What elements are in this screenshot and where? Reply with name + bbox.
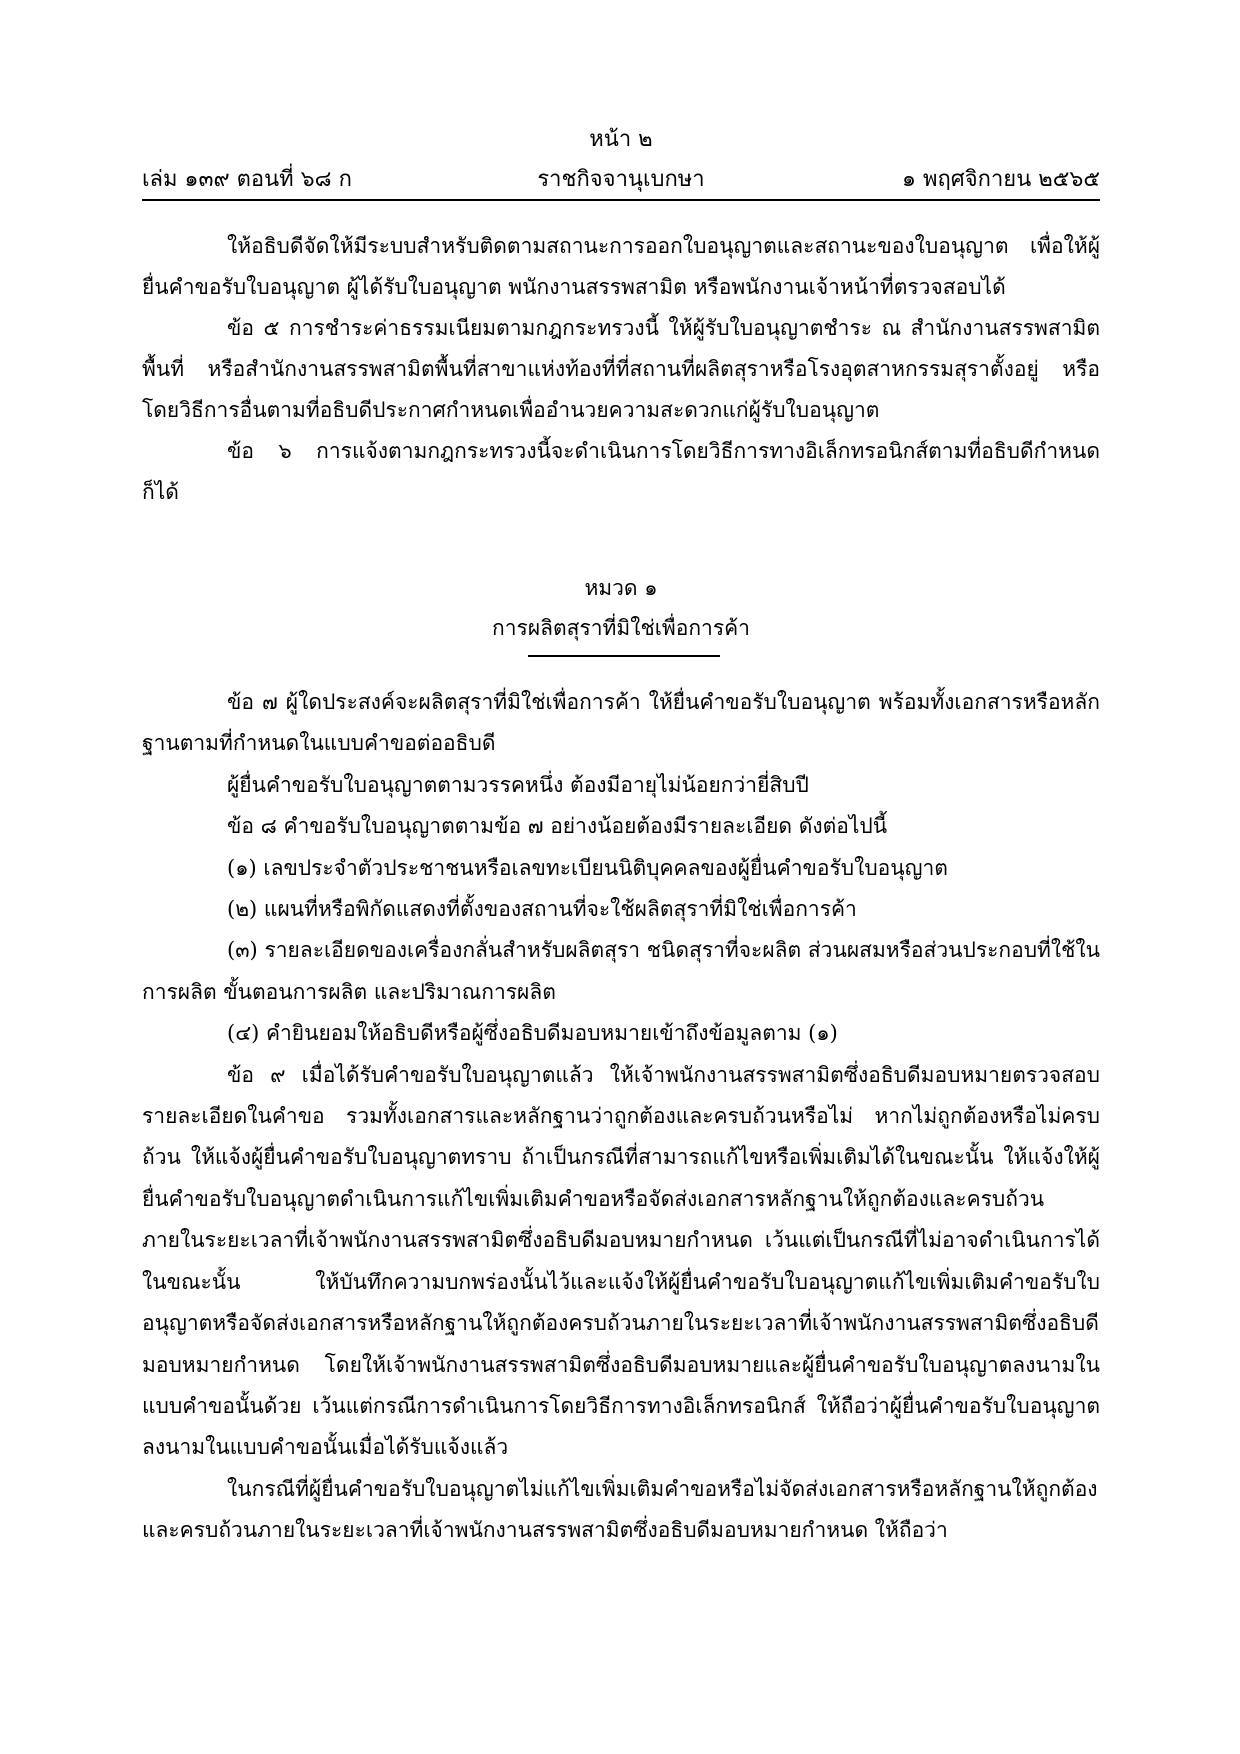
publication-date: ๑ พฤศจิกายน ๒๕๖๕ xyxy=(902,167,1100,192)
chapter-divider xyxy=(528,655,720,657)
paragraph: ข้อ ๘ คำขอรับใบอนุญาตตามข้อ ๗ อย่างน้อยต้องมีรายละเอียด ดังต่อไปนี้ xyxy=(227,814,888,839)
paragraph: ผู้ยื่นคำขอรับใบอนุญาตตามวรรคหนึ่ง ต้องมีอายุไม่น้อยกว่ายี่สิบปี xyxy=(227,772,809,797)
chapter-title: การผลิตสุราที่มิใช่เพื่อการค้า xyxy=(492,616,750,640)
chapter-number: หมวด ๑ xyxy=(584,576,658,600)
paragraph: ข้อ ๙ เมื่อได้รับคำขอรับใบอนุญาตแล้ว ให้เจ้าพนักงานสรรพสามิตซึ่งอธิบดีมอบหมายตรวจสอบรายละเอียดในคำขอ รวมทั้งเอกสารและหลักฐานว่าถูกต้องและครบถ้วนหรือไม่ หากไม่ถูกต้องหรือไม่ครบถ้วน ให้แจ้งผู้ยื่นคำขอรับใบอนุญาตทราบ ถ้าเป็นกรณีที่สามารถแก้ไขหรือเพิ่มเติมได้ในขณะนั้น ให้แจ้งให้ผู้ยื่นคำขอรับใบอนุญาตดำเนินการแก้ไขเพิ่มเติมคำขอหรือจัดส่งเอกสารหลักฐานให้ถูกต้องและครบถ้วนภายในระยะเวลาที่เจ้าพนักงานสรรพสามิตซึ่งอธิบดีมอบหมายกำหนด เว้นแต่เป็นกรณีที่ไม่อาจดำเนินการได้ในขณะนั้น ให้บันทึกความบกพร่องนั้นไว้และแจ้งให้ผู้ยื่นคำขอรับใบอนุญาตแก้ไขเพิ่มเติมคำขอรับใบอนุญาตหรือจัดส่งเอกสารหรือหลักฐานให้ถูกต้องครบถ้วนภายในระยะเวลาที่เจ้าพนักงานสรรพสามิตซึ่งอธิบดีมอบหมายกำหนด โดยให้เจ้าพนักงานสรรพสามิตซึ่งอธิบดีมอบหมายและผู้ยื่นคำขอรับใบอนุญาตลงนามในแบบคำขอนั้นด้วย เว้นแต่กรณีการดำเนินการโดยวิธีการทางอิเล็กทรอนิกส์ ให้ถือว่าผู้ยื่นคำขอรับใบอนุญาตลงนามในแบบคำขอนั้นเมื่อได้รับแจ้งแล้ว xyxy=(142,1062,1100,1460)
intro-section xyxy=(142,226,1100,513)
paragraph: (๔) คำยินยอมให้อธิบดีหรือผู้ซึ่งอธิบดีมอบหมายเข้าถึงข้อมูลตาม (๑) xyxy=(227,1021,838,1046)
paragraph: ให้อธิบดีจัดให้มีระบบสำหรับติดตามสถานะการออกใบอนุญาตและสถานะของใบอนุญาต เพื่อให้ผู้ยื่นคำขอรับใบอนุญาต ผู้ได้รับใบอนุญาต พนักงานสรรพสามิต หรือพนักงานเจ้าหน้าที่ตรวจสอบได้ xyxy=(142,234,1100,299)
paragraph: (๒) แผนที่หรือพิกัดแสดงที่ตั้งของสถานที่จะใช้ผลิตสุราที่มิใช่เพื่อการค้า xyxy=(227,897,857,922)
page-number: หน้า ๒ xyxy=(589,127,653,152)
chapter-section xyxy=(142,682,1100,1552)
paragraph: ข้อ ๕ การชำระค่าธรรมเนียมตามกฎกระทรวงนี้ ให้ผู้รับใบอนุญาตชำระ ณ สำนักงานสรรพสามิตพื้นที่ หรือสำนักงานสรรพสามิตพื้นที่สาขาแห่งท้องที่ที่สถานที่ผลิตสุราหรือโรงอุตสาหกรรมสุราตั้งอยู่ หรือโดยวิธีการอื่นตามที่อธิบดีประกาศกำหนดเพื่ออำนวยความสะดวกแก่ผู้รับใบอนุญาต xyxy=(142,316,1100,422)
paragraph: ข้อ ๗ ผู้ใดประสงค์จะผลิตสุราที่มิใช่เพื่อการค้า ให้ยื่นคำขอรับใบอนุญาต พร้อมทั้งเอกสารหรือหลักฐานตามที่กำหนดในแบบคำขอต่ออธิบดี xyxy=(142,690,1100,756)
paragraph: (๓) รายละเอียดของเครื่องกลั่นสำหรับผลิตสุรา ชนิดสุราที่จะผลิต ส่วนผสมหรือส่วนประกอบที่ใช้ในการผลิต ขั้นตอนการผลิต และปริมาณการผลิต xyxy=(142,938,1100,1004)
header-row xyxy=(142,163,1100,197)
paragraph: ในกรณีที่ผู้ยื่นคำขอรับใบอนุญาตไม่แก้ไขเพิ่มเติมคำขอหรือไม่จัดส่งเอกสารหรือหลักฐานให้ถูกต้องและครบถ้วนภายในระยะเวลาที่เจ้าพนักงานสรรพสามิตซึ่งอธิบดีมอบหมายกำหนด ให้ถือว่า xyxy=(142,1476,1098,1543)
paragraph: (๑) เลขประจำตัวประชาชนหรือเลขทะเบียนนิติบุคคลของผู้ยื่นคำขอรับใบอนุญาต xyxy=(227,855,948,880)
header-divider xyxy=(142,199,1100,201)
volume-issue: เล่ม ๑๓๙ ตอนที่ ๖๘ ก xyxy=(142,167,352,192)
chapter-heading xyxy=(142,568,1100,648)
paragraph: ข้อ ๖ การแจ้งตามกฎกระทรวงนี้จะดำเนินการโดยวิธีการทางอิเล็กทรอนิกส์ตามที่อธิบดีกำหนดก็ได้ xyxy=(142,439,1100,504)
gazette-name: ราชกิจจานุเบกษา xyxy=(537,167,705,192)
